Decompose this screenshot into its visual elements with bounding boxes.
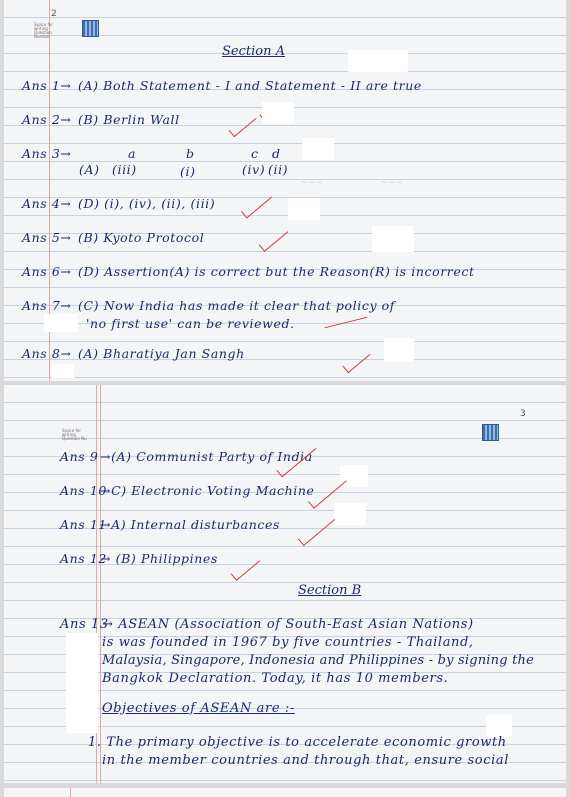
answer-sheet-page-2	[4, 0, 566, 381]
answer-3-label: Ans 3→	[22, 146, 72, 161]
answer-13-line-2: is was founded in 1967 by five countries - Thailand,	[102, 635, 474, 650]
answer-7-label: Ans 7→	[22, 298, 72, 313]
answer-2-text: (B) Berlin Wall	[78, 112, 180, 127]
answer-13-label: Ans 13	[60, 617, 109, 632]
margin-line	[70, 788, 71, 797]
answer-8-text: (A) Bharatiya Jan Sangh	[78, 346, 245, 361]
redaction-box	[340, 465, 368, 487]
margin-note: Space for writing Question Nu	[62, 428, 87, 441]
match-header-b: b	[186, 146, 195, 161]
check-mark	[241, 190, 272, 218]
answer-11-text: →A) Internal disturbances	[100, 517, 280, 532]
answer-6-label: Ans 6→	[22, 264, 72, 279]
answer-4-text: (D) (i), (iv), (ii), (iii)	[78, 196, 216, 211]
bleed-through-text: ~~~	[380, 178, 403, 188]
answer-sheet-page-4-edge	[4, 788, 566, 797]
answer-9-text: →(A) Communist Party of India	[100, 449, 313, 464]
objectives-heading: Objectives of ASEAN are :-	[102, 701, 295, 716]
redaction-box	[52, 364, 74, 378]
match-header-d: d	[272, 146, 281, 161]
section-b-title: Section B	[298, 583, 362, 598]
qr-code-icon	[482, 424, 499, 441]
match-header-c: c	[251, 146, 259, 161]
redaction-box	[44, 314, 78, 332]
redaction-box	[486, 715, 512, 737]
answer-5-text: (B) Kyoto Protocol	[78, 230, 205, 245]
answer-12-text: → (B) Philippines	[100, 551, 218, 566]
answer-sheet-page-3	[4, 385, 566, 783]
answer-10-text: →C) Electronic Voting Machine	[100, 483, 315, 498]
section-a-title: Section A	[222, 44, 285, 59]
answer-6-text: (D) Assertion(A) is correct but the Reason(R) is incorrect	[78, 264, 475, 279]
answer-7-text: (C) Now India has made it clear that policy of	[78, 298, 396, 313]
match-value-b: (i)	[180, 164, 196, 179]
answer-5-label: Ans 5→	[22, 230, 72, 245]
match-value-d: (ii)	[268, 162, 289, 177]
redaction-box	[334, 503, 366, 525]
match-value-c: (iv)	[242, 162, 266, 177]
check-mark	[342, 348, 370, 374]
redaction-box	[288, 198, 320, 220]
check-mark	[298, 513, 335, 546]
answer-13-line-4: Bangkok Declaration. Today, it has 10 members.	[102, 671, 449, 686]
answer-1-label: Ans 1→	[22, 78, 72, 93]
answer-13-line-1: → ASEAN (Association of South-East Asian Nations)	[102, 617, 474, 632]
answer-7-continuation: 'no first use' can be reviewed.	[86, 316, 295, 331]
point-1-line-1: 1. The primary objective is to accelerate economic growth	[88, 735, 507, 750]
match-header-a: a	[128, 146, 137, 161]
match-value-a-option: (A)	[79, 162, 100, 177]
check-mark	[228, 112, 256, 138]
qr-code-icon	[82, 20, 99, 37]
page-number: 3	[520, 409, 526, 419]
answer-9-label: Ans 9	[60, 449, 99, 464]
answer-13-line-3: Malaysia, Singapore, Indonesia and Philippines - by signing the	[102, 653, 534, 668]
page-number: 2	[51, 9, 57, 19]
match-value-a: (iii)	[112, 162, 137, 177]
check-mark	[259, 225, 289, 252]
redaction-box	[384, 338, 414, 362]
check-mark	[325, 317, 368, 329]
check-mark	[231, 554, 261, 581]
redaction-box	[348, 50, 408, 72]
answer-12-label: Ans 12	[60, 551, 107, 566]
point-1-line-2: in the member countries and through that, ensure social	[102, 753, 509, 768]
redaction-box	[66, 633, 98, 733]
bleed-through-text: ~~~	[300, 178, 323, 188]
margin-line	[100, 385, 101, 783]
answer-1-text: (A) Both Statement - I and Statement - II are true	[78, 78, 422, 93]
answer-11-label: Ans 11	[60, 517, 107, 532]
redaction-box	[302, 138, 334, 160]
answer-10-label: Ans 10	[60, 483, 107, 498]
answer-8-label: Ans 8→	[22, 346, 72, 361]
redaction-box	[262, 102, 294, 124]
answer-4-label: Ans 4→	[22, 196, 72, 211]
margin-note: Space for writing Question Number	[34, 22, 53, 39]
redaction-box	[372, 226, 414, 252]
answer-2-label: Ans 2→	[22, 112, 72, 127]
